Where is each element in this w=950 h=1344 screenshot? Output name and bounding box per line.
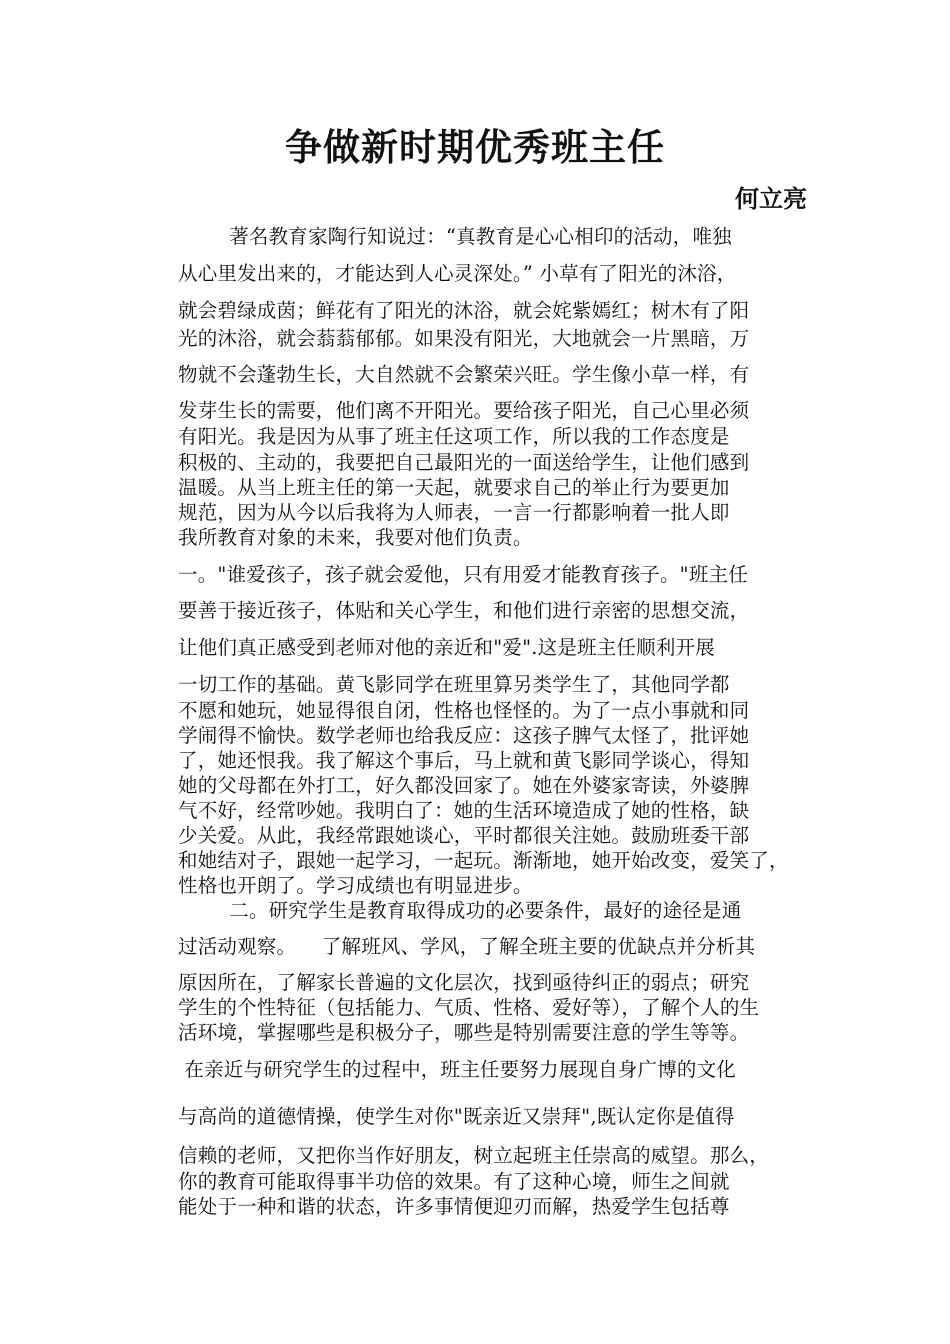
text-line: 学生的个性特征（包括能力、气质、性格、爱好等），了解个人的生 (178, 996, 760, 1019)
text-line: 就会碧绿成茵；鲜花有了阳光的沐浴，就会姹紫嫣红；树木有了阳 (178, 299, 750, 322)
text-line: 让他们真正感受到老师对他的亲近和"爱".这是班主任顺利开展 (178, 636, 715, 659)
text-line: 能处于一种和谐的状态，许多事情便迎刃而解，热爱学生包括尊 (178, 1195, 730, 1218)
text-line: 她的父母都在外打工，好久都没回家了。她在外婆家寄读，外婆脾 (178, 774, 750, 797)
text-line: 原因所在，了解家长普遍的文化层次，找到亟待纠正的弱点；研究 (178, 971, 750, 994)
text-line: 过活动观察。 了解班风、学风，了解全班主要的优缺点并分析其 (178, 935, 756, 958)
text-line: 物就不会蓬勃生长，大自然就不会繁荣兴旺。学生像小草一样，有 (178, 363, 750, 386)
author-name: 何立亮 (735, 185, 807, 213)
text-line: 气不好，经常吵她。我明白了：她的生活环境造成了她的性格，缺 (178, 799, 750, 822)
text-line: 和她结对子，跟她一起学习，一起玩。渐渐地，她开始改变，爱笑了， (178, 849, 789, 872)
text-line: 不愿和她玩，她显得很自闭，性格也怪怪的。为了一点小事就和同 (178, 699, 750, 722)
text-line: 我所教育对象的未来，我要对他们负责。 (178, 526, 533, 549)
text-line: 你的教育可能取得事半功倍的效果。有了这种心境，师生之间就 (178, 1170, 730, 1193)
text-line: 有阳光。我是因为从事了班主任这项工作，所以我的工作态度是 (178, 425, 730, 448)
text-line: 少关爱。从此，我经常跟她谈心，平时都很关注她。鼓励班委干部 (178, 824, 750, 847)
text-line: 发芽生长的需要，他们离不开阳光。要给孩子阳光，自己心里必须 (178, 399, 750, 422)
text-line: 要善于接近孩子，体贴和关心学生，和他们进行亲密的思想交流， (178, 599, 750, 622)
text-line: 一切工作的基础。黄飞影同学在班里算另类学生了，其他同学都 (178, 673, 730, 696)
text-line: 学闹得不愉快。数学老师也给我反应：这孩子脾气太怪了，批评她 (178, 724, 750, 747)
text-line: 信赖的老师，又把你当作好朋友，树立起班主任崇高的威望。那么， (178, 1144, 770, 1167)
text-line: 从心里发出来的，才能达到人心灵深处。” 小草有了阳光的沐浴， (178, 262, 737, 285)
text-line: 规范，因为从今以后我将为人师表，一言一行都影响着一批人即 (178, 501, 730, 524)
document-title: 争做新时期优秀班主任 (285, 126, 665, 169)
text-line: 了，她还恨我。我了解这个事后，马上就和黄飞影同学谈心，得知 (178, 749, 750, 772)
text-line: 一。"谁爱孩子，孩子就会爱他，只有用爱才能教育孩子。"班主任 (178, 563, 748, 586)
text-line: 与高尚的道德情操，使学生对你"既亲近又崇拜",既认定你是值得 (178, 1105, 735, 1128)
text-line: 活环境，掌握哪些是积极分子，哪些是特别需要注意的学生等等。 (178, 1021, 750, 1044)
text-line: 二。研究学生是教育取得成功的必要条件，最好的途径是通 (178, 899, 742, 922)
text-line: 积极的、主动的，我要把自己最阳光的一面送给学生，让他们感到 (178, 451, 750, 474)
text-line: 著名教育家陶行知说过：“真教育是心心相印的活动，唯独 (178, 225, 732, 248)
text-line: 光的沐浴，就会蓊蓊郁郁。如果没有阳光，大地就会一片黑暗，万 (178, 327, 750, 350)
text-line: 性格也开朗了。学习成绩也有明显进步。 (178, 874, 533, 897)
text-line: 温暖。从当上班主任的第一天起，就要求自己的举止行为要更加 (178, 476, 730, 499)
text-line: 在亲近与研究学生的过程中，班主任要努力展现自身广博的文化 (178, 1058, 736, 1081)
